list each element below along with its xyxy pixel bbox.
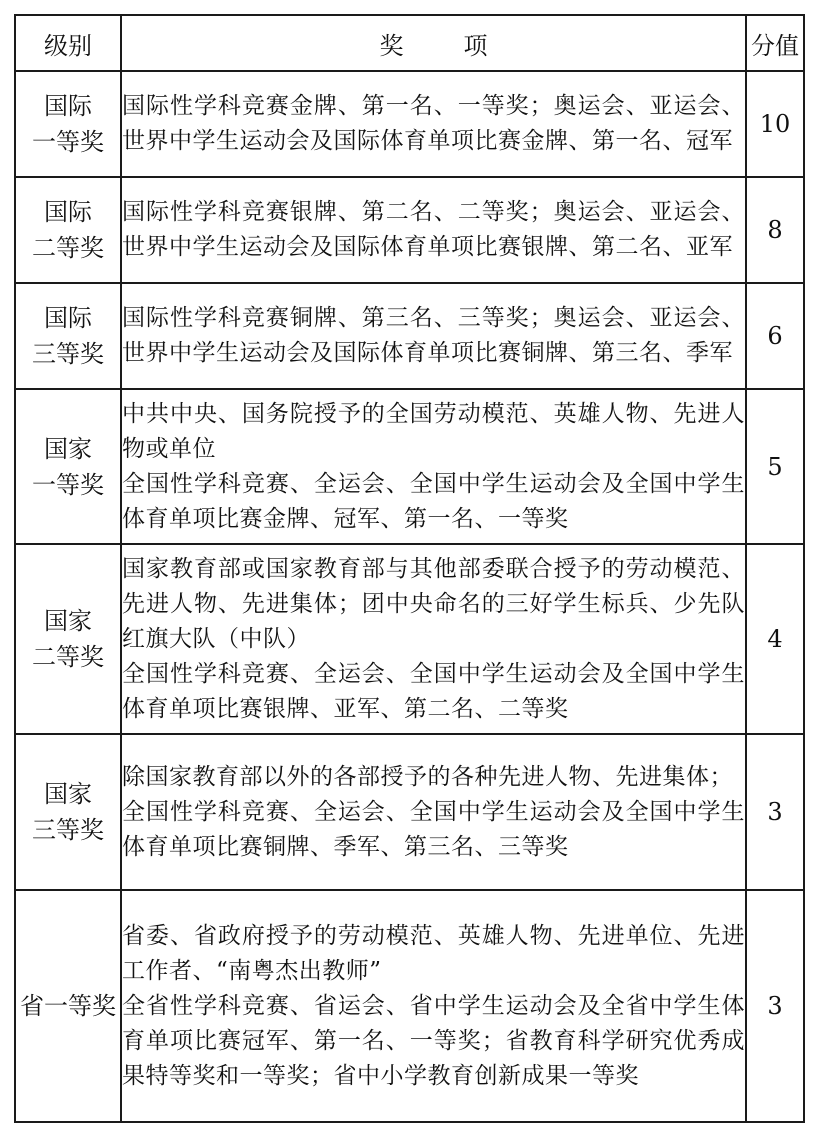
table-row — [15, 544, 804, 734]
table-row — [15, 389, 804, 544]
items-cell — [121, 389, 746, 544]
score-cell: 3 — [746, 890, 804, 1122]
score-cell: 3 — [746, 734, 804, 890]
item-text: 省委、省政府授予的劳动模范、英雄人物、先进单位、先进工作者、“南粤杰出教师” — [122, 922, 745, 984]
level-cell — [15, 734, 121, 890]
level-text: 国家 — [44, 607, 92, 635]
items-cell — [121, 544, 746, 734]
table-row — [15, 283, 804, 389]
item-text: 国际性学科竞赛铜牌、第三名、三等奖；奥运会、亚运会、世界中学生运动会及国际体育单项比赛铜牌、第三名、季军 — [122, 305, 745, 366]
level-text: 国家 — [44, 434, 92, 463]
level-text: 国家 — [44, 780, 92, 808]
item-text: 全省性学科竞赛、省运会、省中学生运动会及全省中学生体育单项比赛冠军、第一名、一等奖；省教育科学研究优秀成果特等奖和一等奖；省中小学教育创新成果一等奖 — [122, 992, 745, 1089]
item-text: 中共中央、国务院授予的全国劳动模范、英雄人物、先进人物或单位 — [122, 400, 745, 462]
table-row — [15, 734, 804, 890]
award-table — [14, 14, 805, 1123]
level-text: 国际 — [44, 198, 92, 226]
item-text: 全国性学科竞赛、全运会、全国中学生运动会及全国中学生体育单项比赛银牌、亚军、第二名、二等奖 — [122, 660, 745, 722]
level-cell — [15, 389, 121, 544]
items-cell — [121, 890, 746, 1122]
item-text: 国家教育部或国家教育部与其他部委联合授予的劳动模范、先进人物、先进集体；团中央命名的三好学生标兵、少先队红旗大队（中队） — [122, 555, 745, 652]
items-cell — [121, 283, 746, 389]
item-text: 国际性学科竞赛银牌、第二名、二等奖；奥运会、亚运会、世界中学生运动会及国际体育单项比赛银牌、第二名、亚军 — [122, 199, 745, 260]
score-cell: 5 — [746, 389, 804, 544]
header-level: 级别 — [15, 15, 121, 71]
score-cell: 6 — [746, 283, 804, 389]
level-text: 国际 — [44, 92, 92, 120]
header-items: 奖项 — [121, 15, 746, 71]
level-text: 二等奖 — [32, 234, 104, 262]
level-cell — [15, 544, 121, 734]
items-cell — [121, 734, 746, 890]
item-text: 全国性学科竞赛、全运会、全国中学生运动会及全国中学生体育单项比赛金牌、冠军、第一名、一等奖 — [122, 470, 745, 532]
level-text: 省一等奖 — [20, 992, 116, 1020]
level-text: 二等奖 — [32, 643, 104, 671]
level-text: 一等奖 — [32, 128, 104, 156]
score-cell: 8 — [746, 177, 804, 283]
table-row — [15, 71, 804, 177]
table-row — [15, 177, 804, 283]
item-text: 全国性学科竞赛、全运会、全国中学生运动会及全国中学生体育单项比赛铜牌、季军、第三名、三等奖 — [122, 798, 745, 860]
level-cell — [15, 283, 121, 389]
level-cell — [15, 71, 121, 177]
level-cell — [15, 890, 121, 1122]
item-text: 国际性学科竞赛金牌、第一名、一等奖；奥运会、亚运会、世界中学生运动会及国际体育单项比赛金牌、第一名、冠军 — [122, 93, 745, 154]
score-cell: 4 — [746, 544, 804, 734]
level-text: 一等奖 — [32, 470, 104, 499]
item-text: 除国家教育部以外的各部授予的各种先进人物、先进集体； — [122, 763, 733, 790]
table-row — [15, 890, 804, 1122]
level-text: 国际 — [44, 304, 92, 332]
score-cell: 10 — [746, 71, 804, 177]
level-cell — [15, 177, 121, 283]
items-cell — [121, 177, 746, 283]
level-text: 三等奖 — [32, 816, 104, 844]
header-row — [15, 15, 804, 71]
header-score: 分值 — [746, 15, 804, 71]
level-text: 三等奖 — [32, 340, 104, 368]
items-cell — [121, 71, 746, 177]
